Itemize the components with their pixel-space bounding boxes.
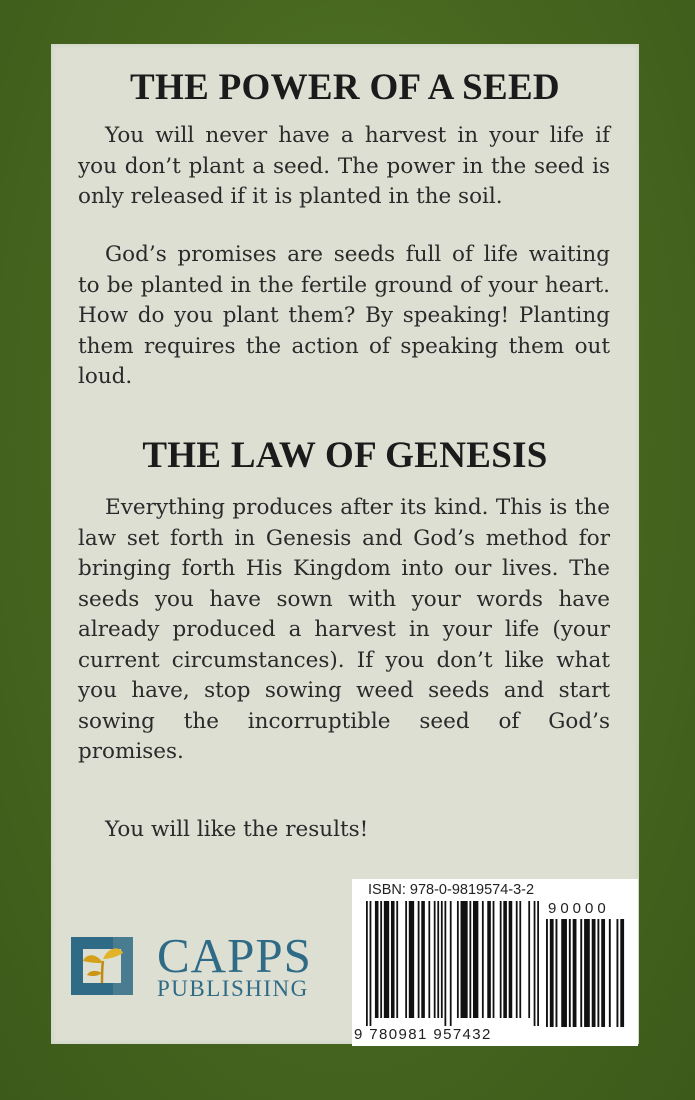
paragraph-harvest: You will never have a harvest in your life if you don’t plant a seed. The power in the seed is only released if it is planted in the soil. [78,123,610,209]
addon-barcode-bars [546,919,626,1035]
publisher-subtitle: PUBLISHING [157,976,309,1001]
heading-law-of-genesis: THE LAW OF GENESIS [142,435,548,476]
ean-digits: 9 780981 957432 [354,1026,492,1043]
leaf-logo-icon [65,933,139,999]
publisher-logo [65,928,355,1003]
publisher-name: CAPPS [157,928,312,983]
paragraph-everything-produces: Everything produces after its kind. This is the law set forth in Genesis and God’s method for bringing forth His Kingdom into our lives. The seeds you have sown with your words have already produced a harvest in your life (your current circumstances). If you don’t like what you have, stop sowing weed seeds and start sowing the incorruptible seed of God’s promises. [78,495,610,764]
barcode [352,879,638,1046]
isbn-label: ISBN: 978-0-9819574-3-2 [368,882,535,898]
heading-power-of-a-seed: THE POWER OF A SEED [130,67,560,108]
paragraph-results: You will like the results! [105,817,369,842]
ean-barcode-bars [366,901,539,1026]
addon-digits: 90000 [548,900,610,917]
paragraph-gods-promises: God’s promises are seeds full of life waiting to be planted in the fertile ground of your heart. How do you plant them? By speaking! Planting them requires the action of speaking them out loud. [78,242,610,389]
